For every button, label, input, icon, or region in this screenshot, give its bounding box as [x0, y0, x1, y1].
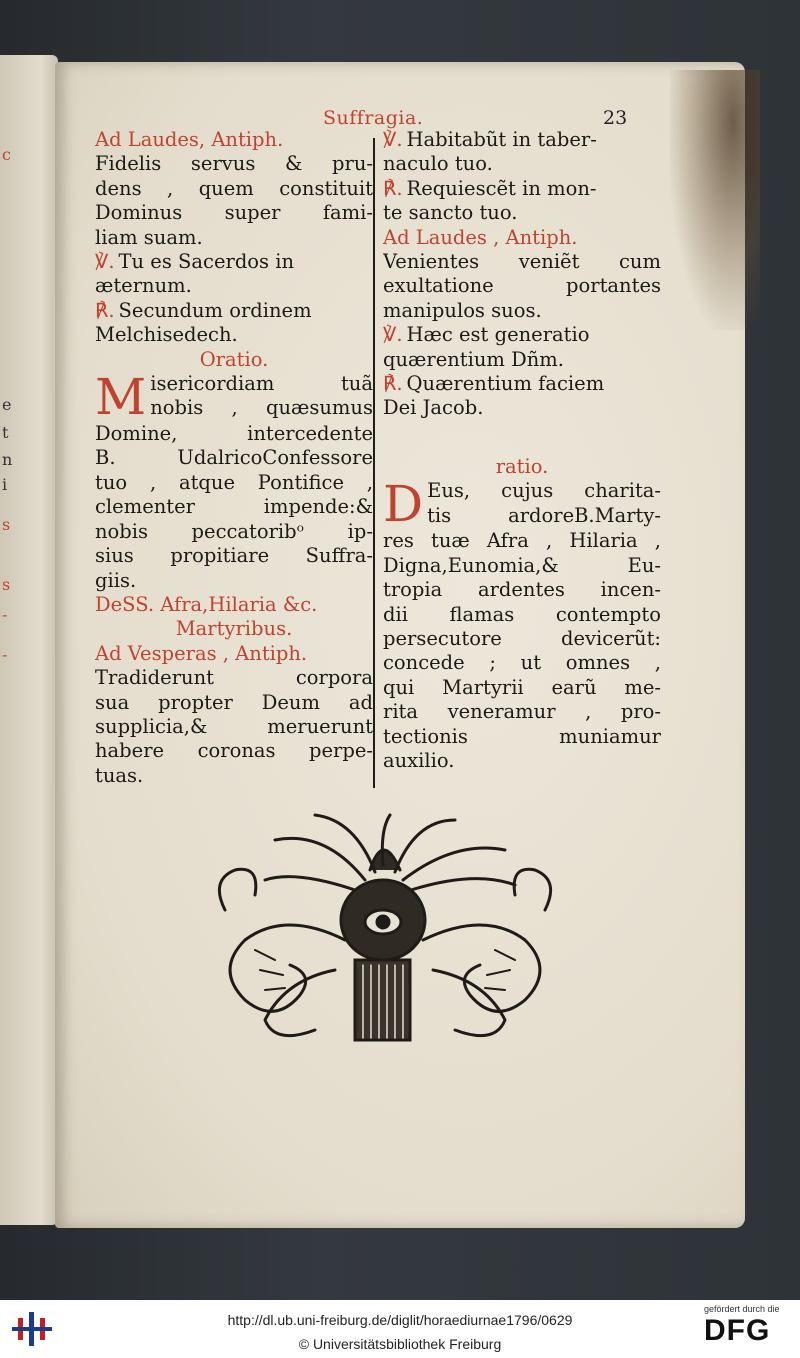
oratio-line: qui Martyrii earũ me-: [383, 675, 661, 699]
margin-mark: t: [2, 423, 9, 442]
dfg-wordmark: DFG: [704, 1314, 771, 1347]
margin-mark: s: [2, 515, 11, 534]
response-text: Requiescẽt in mon-: [406, 176, 597, 200]
antiphon-line: supplicia,& meruerunt: [95, 714, 373, 738]
rubric-heading: DeSS. Afra,Hilaria &c.: [95, 592, 318, 616]
response-text: Melchisedech.: [95, 323, 238, 347]
rubric-heading: Ad Vesperas , Antiph.: [95, 641, 308, 665]
antiphon-line: manipulos suos.: [383, 298, 542, 322]
right-column: [383, 128, 661, 773]
response-text: Dei Jacob.: [383, 396, 484, 420]
antiphon-line: dens , quem constituit: [95, 176, 373, 200]
antiphon-line: liam suam.: [95, 225, 203, 249]
versicle-text: quærentium Dñm.: [383, 347, 564, 371]
oratio-title: Oratio.: [199, 347, 269, 371]
oratio-line: rita veneramur , pro-: [383, 700, 661, 724]
left-column: [95, 128, 373, 788]
dfg-logo: [704, 1304, 794, 1354]
margin-mark: -: [2, 605, 8, 624]
versicle-symbol: ℣.: [383, 323, 403, 347]
oratio-line: tropia ardentes incen-: [383, 578, 661, 602]
oratio-paragraph: [383, 475, 661, 534]
oratio-line: dii flamas contempto: [383, 602, 661, 626]
oratio-line: tis ardoreB.Marty-: [427, 503, 661, 527]
margin-mark: c: [2, 145, 11, 164]
response-symbol: ℟.: [383, 372, 403, 396]
dfg-funding-text: gefördert durch die: [704, 1304, 780, 1314]
page-number: 23: [603, 107, 628, 129]
oratio-line: tectionis muniamur: [383, 724, 661, 748]
oratio-line: Digna,Eunomia,& Eu-: [383, 553, 661, 577]
antiphon-line: Tradiderunt corpora: [95, 666, 373, 690]
antiphon-line: Fidelis servus & pru-: [95, 152, 373, 176]
versicle-symbol: ℣.: [383, 128, 403, 151]
antiphon-line: habere coronas perpe-: [95, 739, 373, 763]
antiphon-line: Dominus super fami-: [95, 201, 373, 225]
facing-page-edge: [0, 55, 58, 1225]
oratio-paragraph: [95, 368, 373, 427]
column-divider: [373, 138, 375, 788]
antiphon-line: Venientes veniẽt cum: [383, 250, 661, 274]
rubric-heading: Martyribus.: [175, 617, 293, 641]
oratio-line: nobis , quæsumus: [150, 396, 373, 420]
response-text: Quærentium faciem: [406, 372, 605, 396]
versicle-symbol: ℣.: [95, 250, 115, 274]
margin-mark: -: [2, 645, 8, 664]
oratio-line: Eus, cujus charita-: [427, 479, 661, 503]
oratio-line: giis.: [95, 568, 137, 592]
copyright-notice: © Universitätsbibliothek Freiburg: [298, 1336, 502, 1352]
ornament-woodcut-icon: [205, 810, 565, 1050]
oratio-line: B. UdalricoConfessore: [95, 446, 373, 470]
oratio-line: concede ; ut omnes ,: [383, 651, 661, 675]
versicle-text: Habitabũt in taber-: [406, 128, 597, 151]
versicle-text: Tu es Sacerdos in: [118, 250, 295, 274]
response-text: Secundum ordinem: [118, 298, 312, 322]
versicle-text: æternum.: [95, 274, 192, 298]
viewer-footer: [0, 1300, 800, 1358]
margin-mark: n: [2, 450, 13, 469]
permalink-url[interactable]: http://dl.ub.uni-freiburg.de/diglit/horaediurnae1796/0629: [227, 1312, 573, 1328]
drop-capital: D: [383, 475, 424, 534]
response-symbol: ℟.: [95, 298, 115, 322]
antiphon-line: sua propter Deum ad: [95, 690, 373, 714]
margin-mark: s: [2, 575, 11, 594]
oratio-line: res tuæ Afra , Hilaria ,: [383, 529, 661, 553]
oratio-line: clementer impende:&: [95, 495, 373, 519]
oratio-line: Domine, intercedente: [95, 422, 373, 446]
versicle-text: naculo tuo.: [383, 152, 493, 176]
response-symbol: ℟.: [383, 176, 403, 200]
running-header: Suffragia.: [323, 107, 424, 129]
versicle-text: Hæc est generatio: [406, 323, 590, 347]
antiphon-line: tuas.: [95, 763, 144, 787]
oratio-line: tuo , atque Pontifice ,: [95, 470, 373, 494]
response-text: te sancto tuo.: [383, 201, 518, 225]
antiphon-line: exultatione portantes: [383, 274, 661, 298]
rubric-heading: Ad Laudes , Antiph.: [383, 225, 578, 249]
rubric-heading: Ad Laudes, Antiph.: [95, 128, 284, 151]
book-page: [55, 62, 745, 1228]
oratio-line: persecutore devicerũt:: [383, 626, 661, 650]
oratio-title: ratio.: [495, 454, 549, 478]
margin-mark: e: [2, 395, 12, 414]
oratio-line: auxilio.: [383, 748, 455, 772]
water-stain: [670, 70, 760, 330]
oratio-line: sius propitiare Suffra-: [95, 544, 373, 568]
oratio-line: nobis peccatoribᵒ ip-: [95, 519, 373, 543]
drop-capital: M: [95, 368, 147, 427]
margin-mark: i: [2, 475, 8, 494]
oratio-line: isericordiam tuã: [150, 372, 373, 396]
